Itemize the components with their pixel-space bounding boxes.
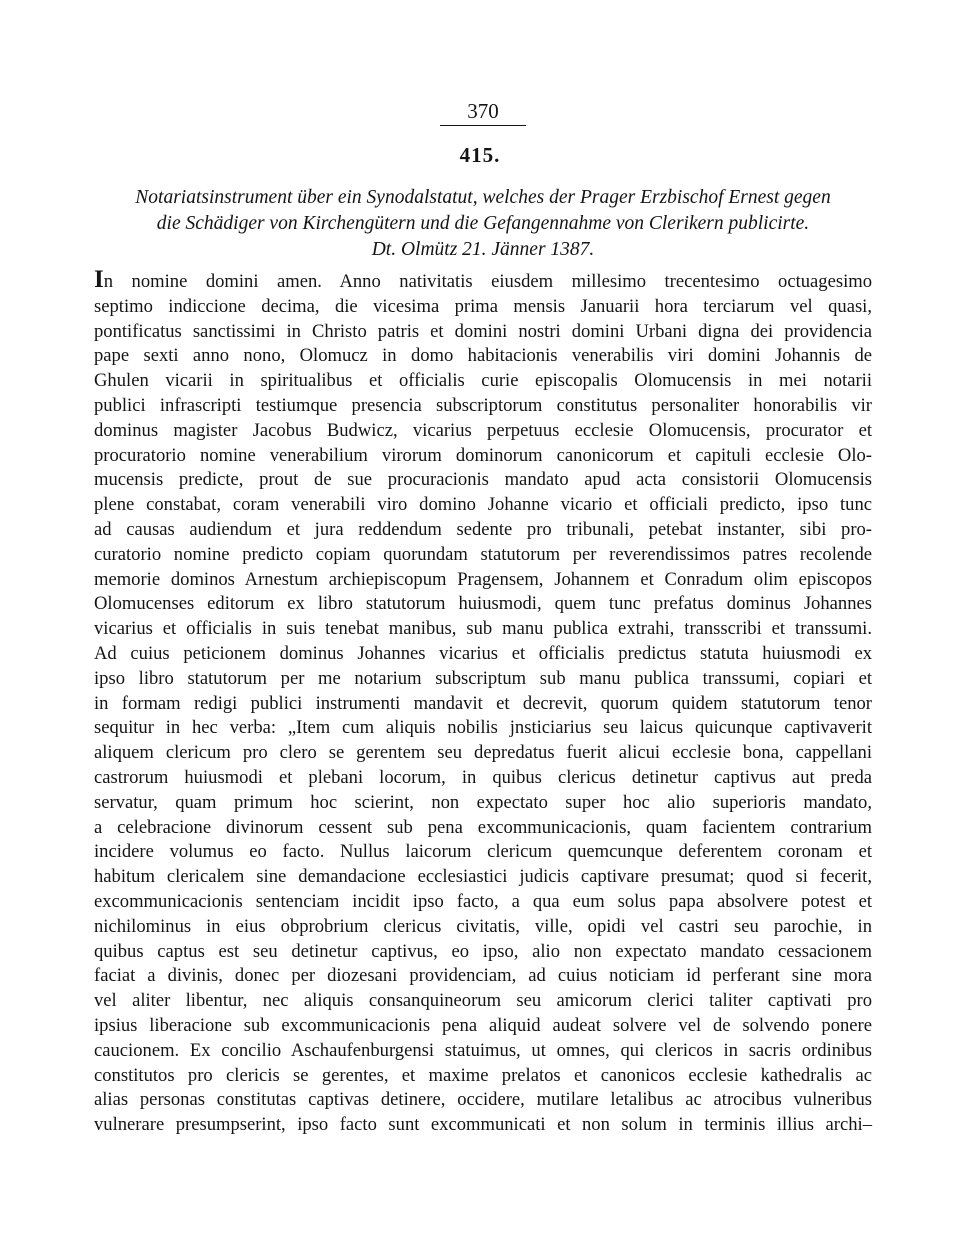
body-line: Ad cuius peticionem dominus Johannes vicarius et officialis predictus statuta huiusmodi ex [94, 642, 872, 664]
body-line: vicarius et officialis in suis tenebat manibus, sub manu publica extrahi, transscribi et transsumi. [94, 618, 872, 640]
body-line: septimo indiccione decima, die vicesima prima mensis Januarii hora terciarum vel quasi, [94, 295, 872, 317]
body-line: ipsius liberacione sub excommunicacionis pena aliquid audeat solvere vel de solvendo ponere [94, 1014, 872, 1036]
body-line: procuratorio nomine venerabilium virorum dominorum canonicorum et capituli ecclesie Olo- [94, 444, 872, 466]
body-line: Olomucenses editorum ex libro statutorum huiusmodi, quem tunc prefatus dominus Johannes [94, 593, 872, 615]
body-line: Ghulen vicarii in spiritualibus et officialis curie episcopalis Olomucensis in mei notarii [94, 370, 872, 392]
body-line: habitum clericalem sine demandacione ecclesiastici judicis captivare presumat; quod si fecerit, [94, 866, 872, 888]
body-line: a celebracione divinorum cessent sub pena excommunicacionis, quam facientem contrarium [94, 816, 872, 838]
document-number: 415. [459, 143, 501, 167]
body-line: alias personas constitutas captivas detinere, occidere, mutilare letalibus ac atrocibus vulneribus [94, 1089, 872, 1111]
body-line: vel aliter libentur, nec aliquis consanquineorum seu amicorum clerici taliter captivati pro [94, 990, 872, 1012]
body-line: ad causas audiendum et jura reddendum sedente pro tribunali, petebat instanter, sibi pro- [94, 518, 872, 540]
body-line: servatur, quam primum hoc scierint, non expectato super hoc alio superioris mandato, [94, 791, 872, 813]
body-line: pontificatus sanctissimi in Christo patris et domini nostri domini Urbani digna dei providencia [94, 320, 872, 342]
body-text [94, 268, 872, 1138]
body-line: castrorum huiusmodi et plebani locorum, in quibus clericus detinetur captivus aut preda [94, 766, 872, 788]
body-line: curatorio nomine predicto copiam quorundam statutorum per reverendissimos patres recolende [94, 543, 872, 565]
document-heading [94, 185, 872, 263]
body-line: ipso libro statutorum per me notarium subscriptum sub manu publica transsumi, copiari et [94, 667, 872, 689]
body-line: plene constabat, coram venerabili viro domino Johanne vicario et officiali predicto, ipso tunc [94, 494, 872, 516]
heading-line: die Schädiger von Kirchengütern und die Gefangennahme von Clerikern publicirte. [156, 213, 810, 234]
body-line: In nomine domini amen. Anno nativitatis eiusdem millesimo trecentesimo octuagesimo [94, 266, 872, 293]
body-line: incidere volumus eo facto. Nullus laicorum clericum quemcunque deferentem coronam et [94, 841, 872, 863]
body-line: sequitur in hec verba: „Item cum aliquis nobilis jnsticiarius seu laicus quicunque captivaverit [94, 717, 872, 739]
body-line: aliquem clericum pro clero se gerentem seu depredatus fuerit alicui ecclesie bona, cappellani [94, 742, 872, 764]
page-number: 370 [440, 99, 526, 126]
body-line: quibus captus est seu detinetur captivus, eo ipso, alio non expectato mandato cessacionem [94, 940, 872, 962]
body-line: mucensis predicte, prout de sue procuracionis mandato apud acta consistorii Olomucensis [94, 469, 872, 491]
body-line: dominus magister Jacobus Budwicz, vicarius perpetuus ecclesie Olomucensis, procurator et [94, 419, 872, 441]
body-line: excommunicacionis sentenciam incidit ipso facto, a qua eum solus papa absolvere potest et [94, 890, 872, 912]
heading-line: Notariatsinstrument über ein Synodalstatut, welches der Prager Erzbischof Ernest gegen [135, 187, 831, 208]
body-line: faciat a divinis, donec per diozesani providenciam, ad cuius noticiam id perferant sine mora [94, 965, 872, 987]
body-line: pape sexti anno nono, Olomucz in domo habitacionis venerabilis viri domini Johannis de [94, 345, 872, 367]
body-line: publici infrascripti testiumque presencia subscriptorum constitutus personaliter honorabilis vir [94, 394, 872, 416]
heading-date: Dt. Olmütz 21. Jänner 1387. [371, 239, 595, 260]
body-line: caucionem. Ex concilio Aschaufenburgensi statuimus, ut omnes, qui clericos in sacris ordinibus [94, 1039, 872, 1061]
body-line: in formam redigi publici instrumenti mandavit et decrevit, quorum quidem statutorum tenor [94, 692, 872, 714]
body-line: nichilominus in eius obprobrium clericus civitatis, ville, opidi vel castri seu parochie, in [94, 915, 872, 937]
body-line: memorie dominos Arnestum archiepiscopum Pragensem, Johannem et Conradum olim episcopos [94, 568, 872, 590]
body-line: constitutos pro clericis se gerentes, et maxime prelatos et canonicos ecclesie kathedralis ac [94, 1064, 872, 1086]
body-line: vulnerare presumpserint, ipso facto sunt excommunicati et non solum in terminis illius archi– [94, 1114, 872, 1136]
